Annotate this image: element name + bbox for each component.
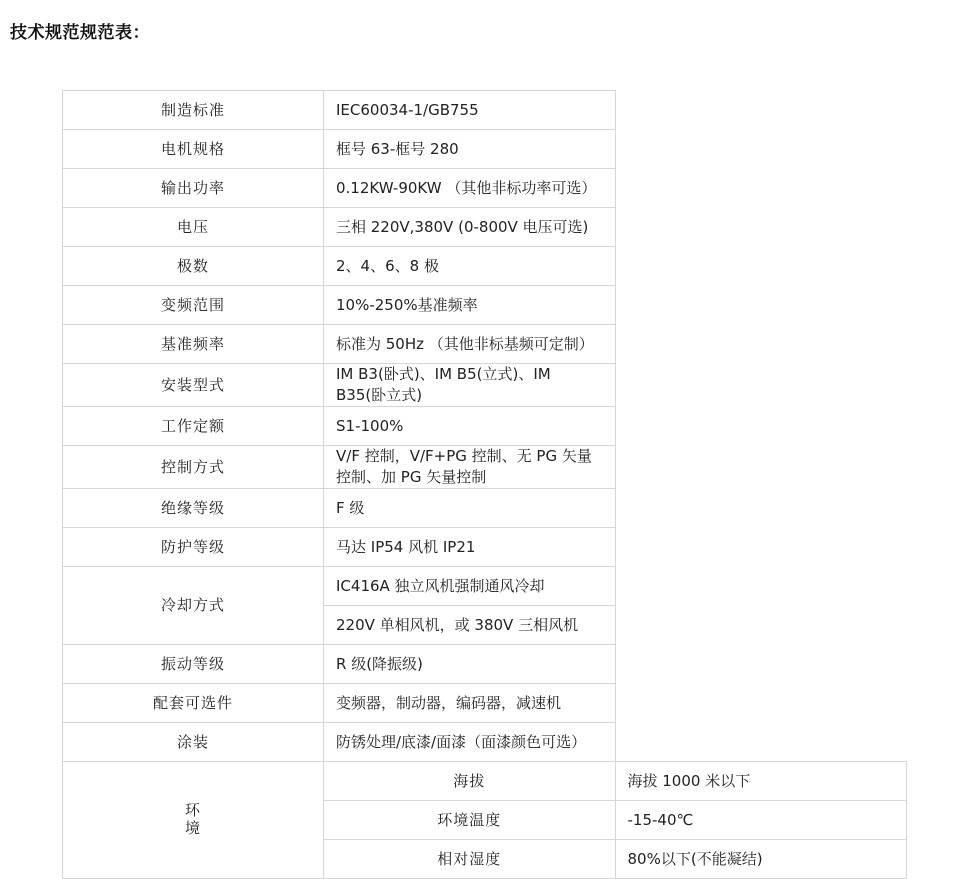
row-value: 防锈处理/底漆/面漆（面漆颜色可选） bbox=[324, 723, 616, 762]
table-row-cooling bbox=[63, 567, 907, 606]
row-value: 三相 220V,380V (0-800V 电压可选) bbox=[324, 208, 616, 247]
row-label: 基准频率 bbox=[63, 325, 324, 364]
row-value: 0.12KW-90KW （其他非标功率可选） bbox=[324, 169, 616, 208]
row-value: R 级(降振级) bbox=[324, 645, 616, 684]
row-value: 框号 63-框号 280 bbox=[324, 130, 616, 169]
specification-table bbox=[62, 90, 907, 879]
row-label: 防护等级 bbox=[63, 528, 324, 567]
row-value: V/F 控制，V/F+PG 控制、无 PG 矢量控制、加 PG 矢量控制 bbox=[324, 446, 616, 489]
table-row bbox=[63, 286, 907, 325]
row-value: 80%以下(不能凝结) bbox=[615, 840, 907, 879]
table-row bbox=[63, 528, 907, 567]
row-label: 变频范围 bbox=[63, 286, 324, 325]
table-row bbox=[63, 247, 907, 286]
row-label: 配套可选件 bbox=[63, 684, 324, 723]
environment-group-label bbox=[63, 762, 324, 879]
spec-table-container bbox=[62, 90, 907, 879]
row-value: IEC60034-1/GB755 bbox=[324, 91, 616, 130]
environment-group-label-text: 环 境 bbox=[184, 800, 201, 838]
row-value: 标准为 50Hz （其他非标基频可定制） bbox=[324, 325, 616, 364]
row-label: 工作定额 bbox=[63, 407, 324, 446]
table-row bbox=[63, 169, 907, 208]
row-value-secondary: 220V 单相风机，或 380V 三相风机 bbox=[324, 606, 616, 645]
table-row bbox=[63, 407, 907, 446]
row-label: 安装型式 bbox=[63, 364, 324, 407]
row-value: 2、4、6、8 极 bbox=[324, 247, 616, 286]
row-label: 海拔 bbox=[324, 762, 616, 801]
row-value: 马达 IP54 风机 IP21 bbox=[324, 528, 616, 567]
table-row bbox=[63, 91, 907, 130]
row-label: 制造标准 bbox=[63, 91, 324, 130]
table-row bbox=[63, 208, 907, 247]
table-row bbox=[63, 723, 907, 762]
row-value: S1-100% bbox=[324, 407, 616, 446]
row-label: 电压 bbox=[63, 208, 324, 247]
row-label: 绝缘等级 bbox=[63, 489, 324, 528]
table-row-environment bbox=[63, 762, 907, 801]
row-label: 冷却方式 bbox=[63, 567, 324, 645]
row-value: -15-40℃ bbox=[615, 801, 907, 840]
row-value: 变频器，制动器，编码器，减速机 bbox=[324, 684, 616, 723]
row-value: 10%-250%基准频率 bbox=[324, 286, 616, 325]
row-value: IC416A 独立风机强制通风冷却 bbox=[324, 567, 616, 606]
row-label: 极数 bbox=[63, 247, 324, 286]
row-label: 涂装 bbox=[63, 723, 324, 762]
row-label: 环境温度 bbox=[324, 801, 616, 840]
table-row bbox=[63, 489, 907, 528]
table-row bbox=[63, 684, 907, 723]
table-row bbox=[63, 645, 907, 684]
page-title: 技术规范规范表： bbox=[10, 23, 150, 43]
row-value: 海拔 1000 米以下 bbox=[615, 762, 907, 801]
row-label: 相对湿度 bbox=[324, 840, 616, 879]
table-row bbox=[63, 130, 907, 169]
row-label: 输出功率 bbox=[63, 169, 324, 208]
row-label: 控制方式 bbox=[63, 446, 324, 489]
row-value: F 级 bbox=[324, 489, 616, 528]
row-value: IM B3(卧式)、IM B5(立式)、IM B35(卧立式) bbox=[324, 364, 616, 407]
table-row bbox=[63, 325, 907, 364]
table-row bbox=[63, 446, 907, 489]
row-label: 振动等级 bbox=[63, 645, 324, 684]
table-row bbox=[63, 364, 907, 407]
row-label: 电机规格 bbox=[63, 130, 324, 169]
